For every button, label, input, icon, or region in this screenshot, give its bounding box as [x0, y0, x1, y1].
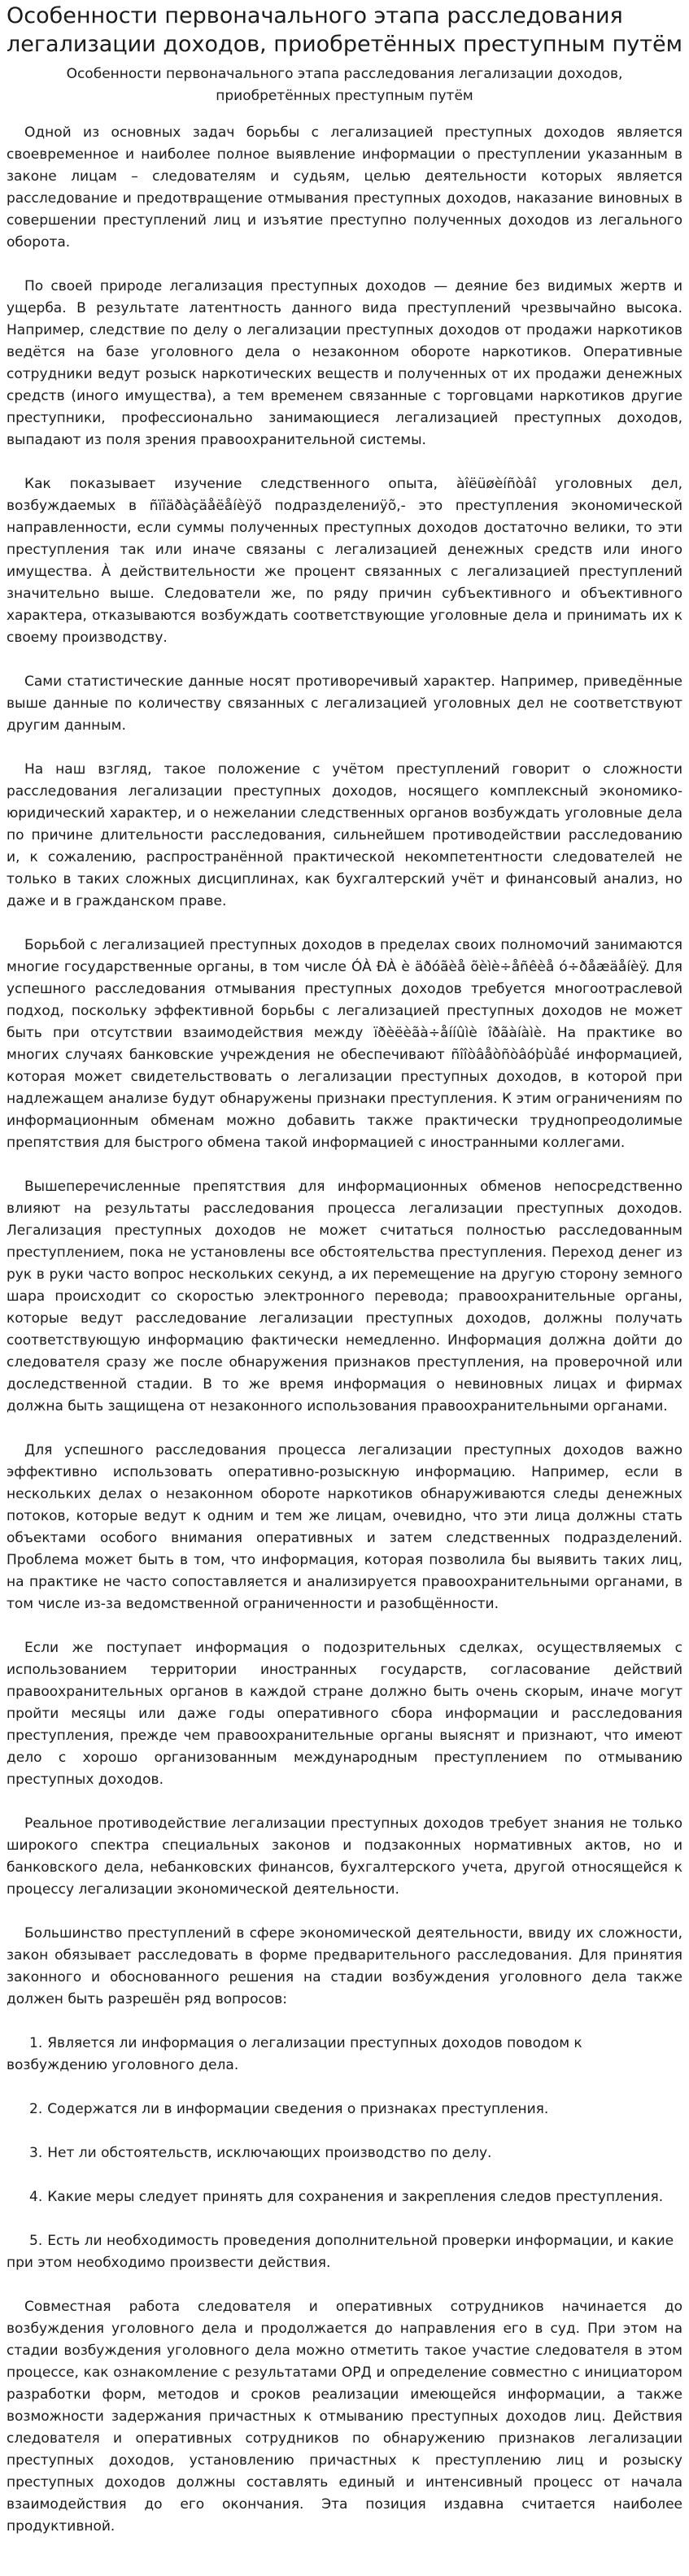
list-item-number: 1. [29, 2035, 43, 2051]
list-item [7, 2230, 682, 2274]
paragraph: Большинство преступлений в сфере экономической деятельности, ввиду их сложности, закон обязывает расследовать в форме предварительного расследования. Для принятия законного и обоснованного решения на стадии возбуждения уголовного дела также должен быть разрешён ряд вопросов: [7, 1925, 682, 2007]
list-item-number: 3. [29, 2145, 43, 2161]
paragraph: Борьбой с легализацией преступных доходов в пределах своих полномочий занимаются многие государственные органы, в том числе ÓÀ ÐÀ è äðóãèå õèìè÷åñêèå ó÷ðåæäåíèÿ. Для успешного расследования отмывания преступных доходов требуется многоотраслевой подход, поскольку эффективной борьбы с легализацией преступных доходов не может быть при отсутствии взаимодействия между ïðèëèãà÷åííûìè îðãàíàìè. На практике во многих случаях банковские учреждения не обеспечивают ñîîòâåòñòâóþùåé информацией, которая может свидетельствовать о легализации преступных доходов, в которой при надлежащем анализе будут обнаружены признаки преступления. К этим ограничениям по информационным обменам можно добавить также практически труднопреодолимые препятствия для быстрого обмена такой информацией с иностранными коллегами. [7, 937, 682, 1151]
body-before [7, 122, 682, 2011]
list-item-text: Является ли информация о легализации преступных доходов поводом к возбуждению уголовного дела. [7, 2035, 582, 2073]
list-item [7, 2033, 682, 2077]
paragraph: Как показывает изучение следственного опыта, àîëüøèíñòâî уголовных дел, возбуждаемых в ñïîäðàçäåëåíèÿõ подразделениÿõ,- это преступления экономической направленности, если суммы полученных преступных доходов достаточно велики, то эти преступления так или иначе связаны с легализацией денежных средств или иного имущества. À действительности же процент связанных с легализацией преступлений значительно выше. Следователи же, по ряду причин субъективного и объективного характера, отказываются возбуждать соответствующие уголовные дела и принимать их к своему производству. [7, 476, 682, 646]
list-item-text: Какие меры следует принять для сохранения и закрепления следов преступления. [47, 2189, 664, 2205]
list-item-number: 2. [29, 2101, 43, 2117]
paragraph: По своей природе легализация преступных доходов — деяние без видимых жертв и ущерба. В результате латентность данного вида преступлений чрезвычайно высока. Например, следствие по делу о легализации преступных доходов от продажи наркотиков ведётся на базе уголовного дела о незаконном обороте наркотиков. Оперативные сотрудники ведут розыск наркотических веществ и полученных от их продажи денежных средств (иного имущества), а тем временем связанные с торговцами наркотиков другие преступники, профессионально занимающиеся легализацией преступных доходов, выпадают из поля зрения правоохранительной системы. [7, 278, 682, 448]
list-item-text: Есть ли необходимость проведения дополнительной проверки информации, и какие при этом необходимо произвести действия. [7, 2233, 674, 2271]
paragraph: Сами статистические данные носят противоречивый характер. Например, приведённые выше данные по количеству связанных с легализацией уголовных дел не соответствуют другим данным. [7, 673, 682, 734]
paragraph: Вышеперечисленные препятствия для информационных обменов непосредственно влияют на результаты расследования процесса легализации преступных доходов. Легализация преступных доходов не может считаться полностью расследованным преступлением, пока не установлены все обстоятельства преступления. Переход денег из рук в руки часто вопрос нескольких секунд, а их перемещение на другую сторону земного шара происходит со скоростью электронного перевода; правоохранительные органы, которые ведут расследование легализации преступных доходов, должны получать соответствующую информацию фактически немедленно. Информация должна дойти до следователя сразу же после обнаружения признаков преступления, на проверочной или доследственной стадии. В то же время информация о невиновных лицах и фирмах должна быть защищена от незаконного использования правоохранительными органами. [7, 1179, 682, 1414]
list-item-number: 4. [29, 2189, 43, 2205]
paragraph: Если же поступает информация о подозрительных сделках, осуществляемых с использованием территории иностранных государств, согласование действий правоохранительных органов в каждой стране должно быть очень скорым, иначе могут пройти месяцы или даже годы оперативного сбора информации и расследования преступления, прежде чем правоохранительные органы выяснят и признают, что имеют дело с хорошо организованным международным преступлением по отмыванию преступных доходов. [7, 1640, 682, 1788]
list-item [7, 2186, 682, 2208]
body-after [7, 2296, 682, 2538]
list-item [7, 2099, 682, 2121]
paragraph: На наш взгляд, такое положение с учётом преступлений говорит о сложности расследования легализации преступных доходов, носящего комплексный экономико-юридический характер, и о нежелании следственных органов возбуждать уголовные дела по причине длительности расследования, сильнейшем противодействии расследованию и, к сожалению, распространённой практической некомпетентности следователей не только в таких сложных дисциплинах, как бухгалтерский учёт и финансовый анализ, но даже и в гражданском праве. [7, 761, 682, 909]
paragraph: Совместная работа следователя и оперативных сотрудников начинается до возбуждения уголовного дела и продолжается до направления его в суд. При этом на стадии возбуждения уголовного дела можно отметить такое участие следователя в этом процессе, как ознакомление с результатами ОРД и определение совместно с инициатором разработки форм, методов и сроков реализации имеющейся информации, а также возможности задержания причастных к отмыванию преступных доходов лиц. Действия следователя и оперативных сотрудников по обнаружению признаков легализации преступных доходов, установлению причастных к преступлению лиц и розыску преступных доходов должны составлять единый и интенсивный процесс от начала взаимодействия до его окончания. Эта позиция издавна считается наиболее продуктивной. [7, 2299, 682, 2535]
paragraph: Для успешного расследования процесса легализации преступных доходов важно эффективно использовать оперативно-розыскную информацию. Например, если в нескольких делах о незаконном обороте наркотиков обнаруживаются следы денежных потоков, которые ведут к одним и тем же лицам, очевидно, что эти лица должны стать объектами особого внимания оперативных и затем следственных подразделений. Проблема может быть в том, что информация, которая позволила бы выявить таких лиц, на практике не часто сопоставляется и анализируется правоохранительными органами, в том числе из-за ведомственной ограниченности и разобщённости. [7, 1442, 682, 1612]
list-item-number: 5. [29, 2233, 43, 2249]
question-list [7, 2033, 682, 2274]
paragraph: Одной из основных задач борьбы с легализацией преступных доходов является своевременное и наиболее полное выявление информации о преступлении указанным в законе лицам – следователям и судьям, целью деятельности которых является расследование и предотвращение отмывания преступных доходов, наказание виновных в совершении преступлений лиц и изъятие преступно полученных доходов из легального оборота. [7, 124, 682, 251]
page-title: Особенности первоначального этапа расследования легализации доходов, приобретённых преступным путём [7, 3, 682, 57]
list-item [7, 2142, 682, 2164]
paragraph: Реальное противодействие легализации преступных доходов требует знания не только широкого спектра специальных законов и подзаконных нормативных актов, но и банковского дела, небанковских финансов, бухгалтерского учета, другой относящейся к процессу легализации экономической деятельности. [7, 1815, 682, 1898]
list-item-text: Содержатся ли в информации сведения о признаках преступления. [47, 2101, 549, 2117]
list-item-text: Нет ли обстоятельств, исключающих производство по делу. [47, 2145, 492, 2161]
page-subtitle: Особенности первоначального этапа расследования легализации доходов, приобретённых преступным путём [66, 66, 623, 104]
